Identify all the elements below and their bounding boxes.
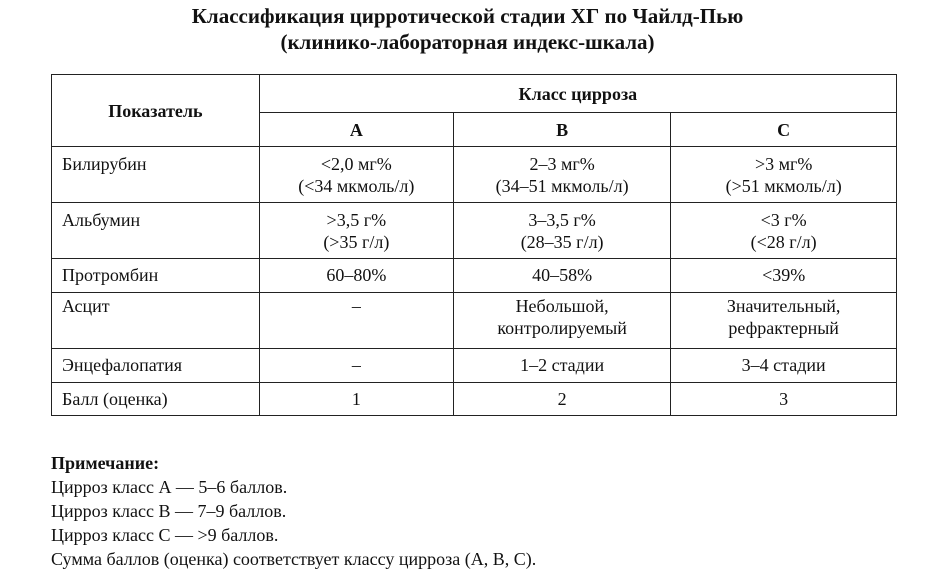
row-label: Альбумин bbox=[52, 203, 260, 259]
note-line: Цирроз класс В — 7–9 баллов. bbox=[51, 501, 287, 521]
cell-b bbox=[453, 293, 670, 349]
cell-c bbox=[671, 147, 897, 203]
row-label: Балл (оценка) bbox=[52, 383, 260, 416]
cell-b: 2 bbox=[453, 383, 670, 416]
cell-c: <39% bbox=[671, 259, 897, 293]
row-label: Асцит bbox=[52, 293, 260, 349]
table-row bbox=[52, 293, 897, 349]
cell-line: (28–35 г/л) bbox=[520, 232, 604, 252]
cell-line: <2,0 мг% bbox=[320, 154, 392, 174]
cell-c bbox=[671, 293, 897, 349]
table-row bbox=[52, 383, 897, 416]
table-row bbox=[52, 349, 897, 383]
note-line: Сумма баллов (оценка) соответствует классу цирроза (А, В, С). bbox=[51, 549, 537, 569]
header-class-b: B bbox=[453, 113, 670, 147]
cell-line: (>35 г/л) bbox=[323, 232, 390, 252]
table-row bbox=[52, 147, 897, 203]
cell-line: 3–3,5 г% bbox=[528, 210, 596, 230]
cell-a bbox=[259, 203, 453, 259]
cell-line: (<28 г/л) bbox=[750, 232, 817, 252]
header-class-c: C bbox=[671, 113, 897, 147]
note-block bbox=[51, 451, 536, 571]
cell-c: 3 bbox=[671, 383, 897, 416]
cell-c: 3–4 стадии bbox=[671, 349, 897, 383]
header-indicator: Показатель bbox=[52, 75, 260, 147]
row-label: Протромбин bbox=[52, 259, 260, 293]
note-line: Цирроз класс А — 5–6 баллов. bbox=[51, 477, 288, 497]
cell-c bbox=[671, 203, 897, 259]
cell-line: <3 г% bbox=[760, 210, 807, 230]
cell-a: – bbox=[259, 349, 453, 383]
row-label: Билирубин bbox=[52, 147, 260, 203]
table-row bbox=[52, 203, 897, 259]
cell-line: рефрактерный bbox=[728, 318, 839, 338]
cell-b: 40–58% bbox=[453, 259, 670, 293]
cell-line: Значительный, bbox=[726, 296, 841, 316]
row-label: Энцефалопатия bbox=[52, 349, 260, 383]
cell-line: Небольшой, bbox=[515, 296, 609, 316]
cell-line: (>51 мкмоль/л) bbox=[725, 176, 842, 196]
cell-line: >3,5 г% bbox=[326, 210, 387, 230]
cell-line: >3 мг% bbox=[754, 154, 813, 174]
table-row bbox=[52, 259, 897, 293]
note-heading: Примечание: bbox=[51, 453, 160, 473]
header-class: Класс цирроза bbox=[259, 75, 896, 113]
note-line: Цирроз класс С — >9 баллов. bbox=[51, 525, 279, 545]
cell-a: – bbox=[259, 293, 453, 349]
cell-b bbox=[453, 147, 670, 203]
child-pugh-table bbox=[51, 74, 897, 416]
cell-line: (34–51 мкмоль/л) bbox=[495, 176, 629, 196]
cell-a: 60–80% bbox=[259, 259, 453, 293]
cell-a bbox=[259, 147, 453, 203]
cell-b bbox=[453, 203, 670, 259]
cell-b: 1–2 стадии bbox=[453, 349, 670, 383]
cell-line: контролируемый bbox=[497, 318, 627, 338]
document-subtitle: (клинико-лабораторная индекс-шкала) bbox=[280, 30, 655, 54]
cell-line: (<34 мкмоль/л) bbox=[298, 176, 415, 196]
header-class-a: A bbox=[259, 113, 453, 147]
cell-a: 1 bbox=[259, 383, 453, 416]
cell-line: 2–3 мг% bbox=[529, 154, 595, 174]
document-title: Классификация цирротической стадии ХГ по Чайлд-Пью bbox=[191, 4, 744, 28]
